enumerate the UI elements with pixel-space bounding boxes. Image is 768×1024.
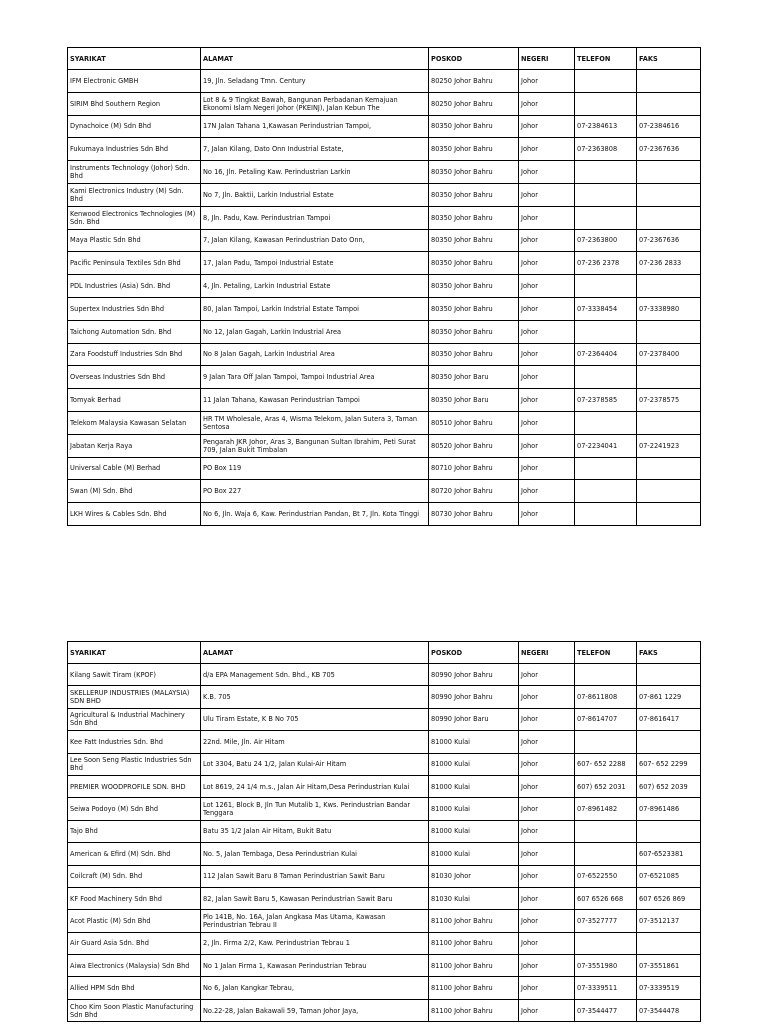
faks-cell [637, 932, 701, 954]
syarikat-cell: Tajo Bhd [68, 820, 201, 842]
negeri-cell: Johor [519, 955, 575, 977]
poskod-cell: 81000 Kulai [429, 798, 519, 820]
header-poskod: POSKOD [429, 642, 519, 664]
alamat-cell: Lot 1261, Block B, Jln Tun Mutalib 1, Kws. Perindustrian Bandar Tenggara [201, 798, 429, 820]
table-body [68, 664, 701, 1022]
telefon-cell: 07-2363800 [575, 229, 637, 252]
poskod-cell: 81000 Kulai [429, 820, 519, 842]
telefon-cell [575, 480, 637, 503]
alamat-cell: 11 Jalan Tahana, Kawasan Perindustrian Tampoi [201, 389, 429, 412]
alamat-cell: 7, Jalan Kilang, Kawasan Perindustrian Dato Onn, [201, 229, 429, 252]
negeri-cell: Johor [519, 708, 575, 730]
negeri-cell: Johor [519, 275, 575, 298]
poskod-cell: 80350 Johor Bahru [429, 183, 519, 206]
syarikat-cell: Lee Soon Seng Plastic Industries Sdn Bhd [68, 753, 201, 775]
negeri-cell: Johor [519, 910, 575, 932]
table-row [68, 910, 701, 932]
faks-cell: 607- 652 2299 [637, 753, 701, 775]
negeri-cell: Johor [519, 664, 575, 686]
telefon-cell: 07-8611808 [575, 686, 637, 708]
negeri-cell: Johor [519, 843, 575, 865]
table-row [68, 115, 701, 138]
table-row [68, 320, 701, 343]
alamat-cell: No 7, Jln. Baktii, Larkin Industrial Estate [201, 183, 429, 206]
syarikat-cell: Overseas Industries Sdn Bhd [68, 366, 201, 389]
header-telefon: TELEFON [575, 48, 637, 70]
table-row [68, 480, 701, 503]
telefon-cell: 07-8961482 [575, 798, 637, 820]
faks-cell: 07-2367636 [637, 138, 701, 161]
poskod-cell: 81100 Johor Bahru [429, 977, 519, 999]
negeri-cell: Johor [519, 798, 575, 820]
negeri-cell: Johor [519, 183, 575, 206]
syarikat-cell: Dynachoice (M) Sdn Bhd [68, 115, 201, 138]
header-negeri: NEGERI [519, 642, 575, 664]
poskod-cell: 80250 Johor Bahru [429, 70, 519, 93]
faks-cell [637, 503, 701, 526]
poskod-cell: 80710 Johor Bahru [429, 457, 519, 480]
negeri-cell: Johor [519, 297, 575, 320]
syarikat-cell: Kee Fatt Industries Sdn. Bhd [68, 731, 201, 753]
alamat-cell: HR TM Wholesale, Aras 4, Wisma Telekom, Jalan Sutera 3, Taman Sentosa [201, 411, 429, 434]
table-row [68, 275, 701, 298]
syarikat-cell: LKH Wires & Cables Sdn. Bhd [68, 503, 201, 526]
faks-cell: 07-861 1229 [637, 686, 701, 708]
table-row [68, 229, 701, 252]
alamat-cell: No 6, Jln. Waja 6, Kaw. Perindustrian Pandan, Bt 7, Jln. Kota Tinggi [201, 503, 429, 526]
faks-cell: 07-2384616 [637, 115, 701, 138]
faks-cell: 07-2241923 [637, 434, 701, 457]
telefon-cell: 07-2364404 [575, 343, 637, 366]
table-header-row [68, 48, 701, 70]
telefon-cell [575, 92, 637, 115]
poskod-cell: 80350 Johor Baru [429, 389, 519, 412]
telefon-cell: 07-3527777 [575, 910, 637, 932]
poskod-cell: 80350 Johor Bahru [429, 206, 519, 229]
negeri-cell: Johor [519, 138, 575, 161]
poskod-cell: 81000 Kulai [429, 753, 519, 775]
negeri-cell: Johor [519, 480, 575, 503]
poskod-cell: 80350 Johor Bahru [429, 343, 519, 366]
alamat-cell: Pengarah JKR Johor, Aras 3, Bangunan Sultan Ibrahim, Peti Surat 709, Jalan Bukit Timbalan [201, 434, 429, 457]
syarikat-cell: IFM Electronic GMBH [68, 70, 201, 93]
alamat-cell: Lot 8619, 24 1/4 m.s., Jalan Air Hitam,Desa Perindustrian Kulai [201, 775, 429, 797]
faks-cell [637, 320, 701, 343]
table-body [68, 70, 701, 526]
telefon-cell [575, 70, 637, 93]
poskod-cell: 81000 Kulai [429, 731, 519, 753]
table-row [68, 977, 701, 999]
alamat-cell: 112 Jalan Sawit Baru 8 Taman Perindustrian Sawit Baru [201, 865, 429, 887]
alamat-cell: d/a EPA Management Sdn. Bhd., KB 705 [201, 664, 429, 686]
negeri-cell: Johor [519, 503, 575, 526]
telefon-cell: 07-8614707 [575, 708, 637, 730]
poskod-cell: 80350 Johor Bahru [429, 275, 519, 298]
alamat-cell: No 12, Jalan Gagah, Larkin Industrial Area [201, 320, 429, 343]
table-row [68, 366, 701, 389]
telefon-cell [575, 411, 637, 434]
poskod-cell: 81100 Johor Bahru [429, 955, 519, 977]
poskod-cell: 80510 Johor Bahru [429, 411, 519, 434]
header-syarikat: SYARIKAT [68, 642, 201, 664]
table-row [68, 252, 701, 275]
telefon-cell [575, 932, 637, 954]
alamat-cell: No 16, Jln. Petaling Kaw. Perindustrian Larkin [201, 161, 429, 184]
poskod-cell: 81030 Johor [429, 865, 519, 887]
negeri-cell: Johor [519, 70, 575, 93]
alamat-cell: 4, Jln. Petaling, Larkin Industrial Estate [201, 275, 429, 298]
header-poskod: POSKOD [429, 48, 519, 70]
alamat-cell: PO Box 119 [201, 457, 429, 480]
negeri-cell: Johor [519, 115, 575, 138]
syarikat-cell: Kami Electronics Industry (M) Sdn. Bhd [68, 183, 201, 206]
faks-cell [637, 92, 701, 115]
header-faks: FAKS [637, 48, 701, 70]
poskod-cell: 81100 Johor Bahru [429, 999, 519, 1021]
syarikat-cell: SKELLERUP INDUSTRIES (MALAYSIA) SDN BHD [68, 686, 201, 708]
syarikat-cell: Taichong Automation Sdn. Bhd [68, 320, 201, 343]
syarikat-cell: PDL Industries (Asia) Sdn. Bhd [68, 275, 201, 298]
table-row [68, 664, 701, 686]
faks-cell: 07-3339519 [637, 977, 701, 999]
poskod-cell: 80990 Johor Baru [429, 708, 519, 730]
syarikat-cell: Universal Cable (M) Berhad [68, 457, 201, 480]
alamat-cell: 7, Jalan Kilang, Dato Onn Industrial Estate, [201, 138, 429, 161]
syarikat-cell: Tomyak Berhad [68, 389, 201, 412]
table-row [68, 820, 701, 842]
faks-cell [637, 366, 701, 389]
telefon-cell [575, 206, 637, 229]
alamat-cell: No 6, Jalan Kangkar Tebrau, [201, 977, 429, 999]
faks-cell: 07-2367636 [637, 229, 701, 252]
syarikat-cell: Jabatan Kerja Raya [68, 434, 201, 457]
table-row [68, 955, 701, 977]
syarikat-cell: Kenwood Electronics Technologies (M) Sdn. Bhd [68, 206, 201, 229]
telefon-cell [575, 161, 637, 184]
telefon-cell [575, 366, 637, 389]
syarikat-cell: KF Food Machinery Sdn Bhd [68, 887, 201, 909]
negeri-cell: Johor [519, 865, 575, 887]
syarikat-cell: Telekom Malaysia Kawasan Selatan [68, 411, 201, 434]
alamat-cell: Lot 3304, Batu 24 1/2, Jalan Kulai-Air Hitam [201, 753, 429, 775]
faks-cell [637, 161, 701, 184]
faks-cell: 607) 652 2039 [637, 775, 701, 797]
poskod-cell: 81000 Kulai [429, 775, 519, 797]
company-table-1 [67, 47, 701, 526]
negeri-cell: Johor [519, 343, 575, 366]
syarikat-cell: Fukumaya Industries Sdn Bhd [68, 138, 201, 161]
telefon-cell [575, 183, 637, 206]
negeri-cell: Johor [519, 161, 575, 184]
faks-cell: 607-6523381 [637, 843, 701, 865]
alamat-cell: 2, Jln. Firma 2/2, Kaw. Perindustrian Tebrau 1 [201, 932, 429, 954]
table-row [68, 731, 701, 753]
syarikat-cell: Air Guard Asia Sdn. Bhd [68, 932, 201, 954]
faks-cell [637, 275, 701, 298]
negeri-cell: Johor [519, 366, 575, 389]
alamat-cell: No. 5, Jalan Tembaga, Desa Perindustrian Kulai [201, 843, 429, 865]
poskod-cell: 80520 Johor Bahru [429, 434, 519, 457]
syarikat-cell: Allied HPM Sdn Bhd [68, 977, 201, 999]
alamat-cell: Ulu Tiram Estate, K B No 705 [201, 708, 429, 730]
negeri-cell: Johor [519, 411, 575, 434]
poskod-cell: 81030 Kulai [429, 887, 519, 909]
header-syarikat: SYARIKAT [68, 48, 201, 70]
table-row [68, 457, 701, 480]
faks-cell [637, 731, 701, 753]
negeri-cell: Johor [519, 820, 575, 842]
header-faks: FAKS [637, 642, 701, 664]
telefon-cell: 07-236 2378 [575, 252, 637, 275]
table-row [68, 92, 701, 115]
faks-cell: 07-3338980 [637, 297, 701, 320]
negeri-cell: Johor [519, 686, 575, 708]
table-row [68, 297, 701, 320]
faks-cell: 07-8961486 [637, 798, 701, 820]
faks-cell [637, 664, 701, 686]
negeri-cell: Johor [519, 457, 575, 480]
faks-cell: 07-3551861 [637, 955, 701, 977]
poskod-cell: 80990 Johor Bahru [429, 686, 519, 708]
telefon-cell: 07-3339511 [575, 977, 637, 999]
telefon-cell [575, 731, 637, 753]
poskod-cell: 81000 Kulai [429, 843, 519, 865]
syarikat-cell: American & Efird (M) Sdn. Bhd [68, 843, 201, 865]
alamat-cell: No 1 Jalan Firma 1, Kawasan Perindustrian Tebrau [201, 955, 429, 977]
negeri-cell: Johor [519, 753, 575, 775]
syarikat-cell: Kilang Sawit Tiram (KPOF) [68, 664, 201, 686]
faks-cell: 07-3544478 [637, 999, 701, 1021]
table-header-row [68, 642, 701, 664]
poskod-cell: 80990 Johor Bahru [429, 664, 519, 686]
faks-cell [637, 480, 701, 503]
negeri-cell: Johor [519, 977, 575, 999]
faks-cell: 07-236 2833 [637, 252, 701, 275]
header-alamat: ALAMAT [201, 642, 429, 664]
faks-cell: 07-3512137 [637, 910, 701, 932]
negeri-cell: Johor [519, 92, 575, 115]
table-row [68, 434, 701, 457]
table-row [68, 206, 701, 229]
faks-cell [637, 70, 701, 93]
alamat-cell: PO Box 227 [201, 480, 429, 503]
telefon-cell: 07-2378585 [575, 389, 637, 412]
syarikat-cell: Choo Kim Soon Plastic Manufacturing Sdn Bhd [68, 999, 201, 1021]
table-row [68, 411, 701, 434]
poskod-cell: 80350 Johor Baru [429, 366, 519, 389]
alamat-cell: 17N Jalan Tahana 1,Kawasan Perindustrian Tampoi, [201, 115, 429, 138]
syarikat-cell: Zara Foodstuff Industries Sdn Bhd [68, 343, 201, 366]
telefon-cell [575, 664, 637, 686]
poskod-cell: 80720 Johor Bahru [429, 480, 519, 503]
telefon-cell: 07-3338454 [575, 297, 637, 320]
negeri-cell: Johor [519, 731, 575, 753]
alamat-cell: 19, Jln. Seladang Tmn. Century [201, 70, 429, 93]
alamat-cell: K.B. 705 [201, 686, 429, 708]
poskod-cell: 80350 Johor Bahru [429, 297, 519, 320]
syarikat-cell: Acot Plastic (M) Sdn Bhd [68, 910, 201, 932]
negeri-cell: Johor [519, 252, 575, 275]
telefon-cell [575, 820, 637, 842]
negeri-cell: Johor [519, 999, 575, 1021]
poskod-cell: 80350 Johor Bahru [429, 161, 519, 184]
table-row [68, 708, 701, 730]
table-row [68, 865, 701, 887]
table-row [68, 887, 701, 909]
syarikat-cell: Swan (M) Sdn. Bhd [68, 480, 201, 503]
header-alamat: ALAMAT [201, 48, 429, 70]
telefon-cell [575, 843, 637, 865]
telefon-cell: 07-3544477 [575, 999, 637, 1021]
negeri-cell: Johor [519, 389, 575, 412]
telefon-cell: 607- 652 2288 [575, 753, 637, 775]
table-row [68, 798, 701, 820]
alamat-cell: 82, Jalan Sawit Baru 5, Kawasan Perindustrian Sawit Baru [201, 887, 429, 909]
telefon-cell: 07-2384613 [575, 115, 637, 138]
telefon-cell: 07-6522550 [575, 865, 637, 887]
faks-cell [637, 457, 701, 480]
poskod-cell: 80350 Johor Bahru [429, 229, 519, 252]
telefon-cell: 607 6526 668 [575, 887, 637, 909]
syarikat-cell: PREMIER WOODPROFILE SDN. BHD [68, 775, 201, 797]
table-row [68, 932, 701, 954]
syarikat-cell: SIRIM Bhd Southern Region [68, 92, 201, 115]
faks-cell: 07-8616417 [637, 708, 701, 730]
table-row [68, 161, 701, 184]
telefon-cell: 07-3551980 [575, 955, 637, 977]
table-row [68, 389, 701, 412]
syarikat-cell: Seiwa Podoyo (M) Sdn Bhd [68, 798, 201, 820]
telefon-cell: 07-2363808 [575, 138, 637, 161]
table-row [68, 138, 701, 161]
syarikat-cell: Supertex Industries Sdn Bhd [68, 297, 201, 320]
table-row [68, 999, 701, 1021]
alamat-cell: 22nd. Mile, Jln. Air Hitam [201, 731, 429, 753]
table-row [68, 843, 701, 865]
alamat-cell: Batu 35 1/2 Jalan Air Hitam, Bukit Batu [201, 820, 429, 842]
negeri-cell: Johor [519, 887, 575, 909]
faks-cell: 07-2378575 [637, 389, 701, 412]
syarikat-cell: Instruments Technology (Johor) Sdn. Bhd [68, 161, 201, 184]
alamat-cell: No.22-28, Jalan Bakawali 59, Taman Johor Jaya, [201, 999, 429, 1021]
syarikat-cell: Coilcraft (M) Sdn. Bhd [68, 865, 201, 887]
poskod-cell: 80350 Johor Bahru [429, 320, 519, 343]
alamat-cell: 9 Jalan Tara Off Jalan Tampoi, Tampoi Industrial Area [201, 366, 429, 389]
poskod-cell: 80350 Johor Bahru [429, 138, 519, 161]
poskod-cell: 80350 Johor Bahru [429, 115, 519, 138]
alamat-cell: 8, Jln. Padu, Kaw. Perindustrian Tampoi [201, 206, 429, 229]
company-table-2 [67, 641, 701, 1022]
syarikat-cell: Maya Plastic Sdn Bhd [68, 229, 201, 252]
alamat-cell: 17, Jalan Padu, Tampoi Industrial Estate [201, 252, 429, 275]
negeri-cell: Johor [519, 320, 575, 343]
telefon-cell [575, 275, 637, 298]
header-telefon: TELEFON [575, 642, 637, 664]
syarikat-cell: Agricultural & Industrial Machinery Sdn Bhd [68, 708, 201, 730]
negeri-cell: Johor [519, 775, 575, 797]
poskod-cell: 80250 Johor Bahru [429, 92, 519, 115]
negeri-cell: Johor [519, 434, 575, 457]
telefon-cell [575, 503, 637, 526]
telefon-cell [575, 320, 637, 343]
table-row [68, 70, 701, 93]
syarikat-cell: Aiwa Electronics (Malaysia) Sdn Bhd [68, 955, 201, 977]
alamat-cell: Plo 141B, No. 16A, Jalan Angkasa Mas Utama, Kawasan Perindustrian Tebrau II [201, 910, 429, 932]
faks-cell: 07-6521085 [637, 865, 701, 887]
negeri-cell: Johor [519, 932, 575, 954]
alamat-cell: No 8 Jalan Gagah, Larkin Industrial Area [201, 343, 429, 366]
negeri-cell: Johor [519, 229, 575, 252]
telefon-cell [575, 457, 637, 480]
poskod-cell: 80350 Johor Bahru [429, 252, 519, 275]
telefon-cell: 07-2234041 [575, 434, 637, 457]
table-row [68, 753, 701, 775]
syarikat-cell: Pacific Peninsula Textiles Sdn Bhd [68, 252, 201, 275]
telefon-cell: 607) 652 2031 [575, 775, 637, 797]
faks-cell: 607 6526 869 [637, 887, 701, 909]
alamat-cell: 80, Jalan Tampoi, Larkin Indstrial Estate Tampoi [201, 297, 429, 320]
poskod-cell: 80730 Johor Bahru [429, 503, 519, 526]
faks-cell [637, 411, 701, 434]
table-row [68, 503, 701, 526]
table-row [68, 183, 701, 206]
faks-cell [637, 206, 701, 229]
faks-cell [637, 820, 701, 842]
table-row [68, 343, 701, 366]
header-negeri: NEGERI [519, 48, 575, 70]
faks-cell [637, 183, 701, 206]
alamat-cell: Lot 8 & 9 Tingkat Bawah, Bangunan Perbadanan Kemajuan Ekonomi Islam Negeri Johor (PKEINJ), Jalan Kebun The [201, 92, 429, 115]
poskod-cell: 81100 Johor Bahru [429, 910, 519, 932]
negeri-cell: Johor [519, 206, 575, 229]
table-row [68, 686, 701, 708]
table-row [68, 775, 701, 797]
faks-cell: 07-2378400 [637, 343, 701, 366]
poskod-cell: 81100 Johor Bahru [429, 932, 519, 954]
